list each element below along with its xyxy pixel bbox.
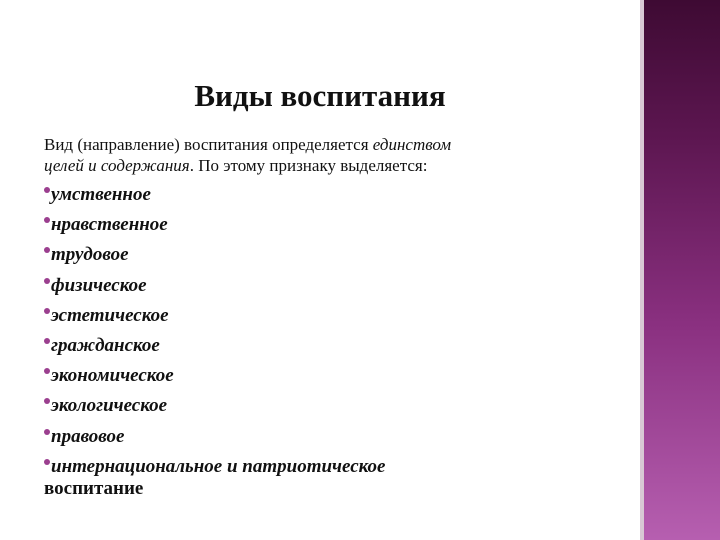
decorative-side-stripe — [640, 0, 720, 540]
intro-text-after: . По этому признаку выделяется: — [189, 156, 428, 175]
list-item — [44, 422, 624, 452]
list-item-label: умственное — [51, 184, 151, 205]
list-item — [44, 271, 624, 301]
list-item-label: гражданское — [51, 335, 160, 357]
bullet-icon — [44, 429, 50, 435]
list-item — [44, 301, 624, 331]
list-item-label: экономическое — [51, 365, 174, 387]
bullet-icon — [44, 247, 50, 253]
list-item — [44, 240, 624, 270]
bullet-icon — [44, 308, 50, 314]
bullet-icon — [44, 459, 50, 465]
list-item — [44, 180, 624, 210]
intro-text-before: Вид (направление) воспитания определяется — [44, 135, 373, 154]
slide-title: Виды воспитания — [194, 78, 446, 113]
intro-paragraph — [44, 134, 604, 176]
list-item — [44, 361, 624, 391]
list-continuation: воспитание — [44, 478, 144, 499]
list-item — [44, 210, 624, 240]
stripe-edge — [640, 0, 644, 540]
list-item — [44, 331, 624, 361]
list-item-label: правовое — [51, 425, 125, 447]
intro-emphasis-2: целей и содержания — [44, 156, 190, 175]
bullet-icon — [44, 217, 50, 223]
list-item-label: интернациональное и патриотическое — [51, 455, 386, 477]
list-item-label: физическое — [51, 274, 147, 296]
bullet-icon — [44, 398, 50, 404]
bullet-icon — [44, 368, 50, 374]
intro-emphasis-1: единством — [372, 135, 452, 154]
list-item-label: нравственное — [51, 214, 168, 236]
list-item-label: эстетическое — [51, 304, 169, 326]
bullet-icon — [44, 187, 50, 193]
bullet-icon — [44, 278, 50, 284]
education-types-list — [44, 180, 624, 482]
list-item — [44, 391, 624, 421]
list-item-label: трудовое — [51, 244, 129, 266]
list-item-label: экологическое — [51, 395, 168, 417]
bullet-icon — [44, 338, 50, 344]
